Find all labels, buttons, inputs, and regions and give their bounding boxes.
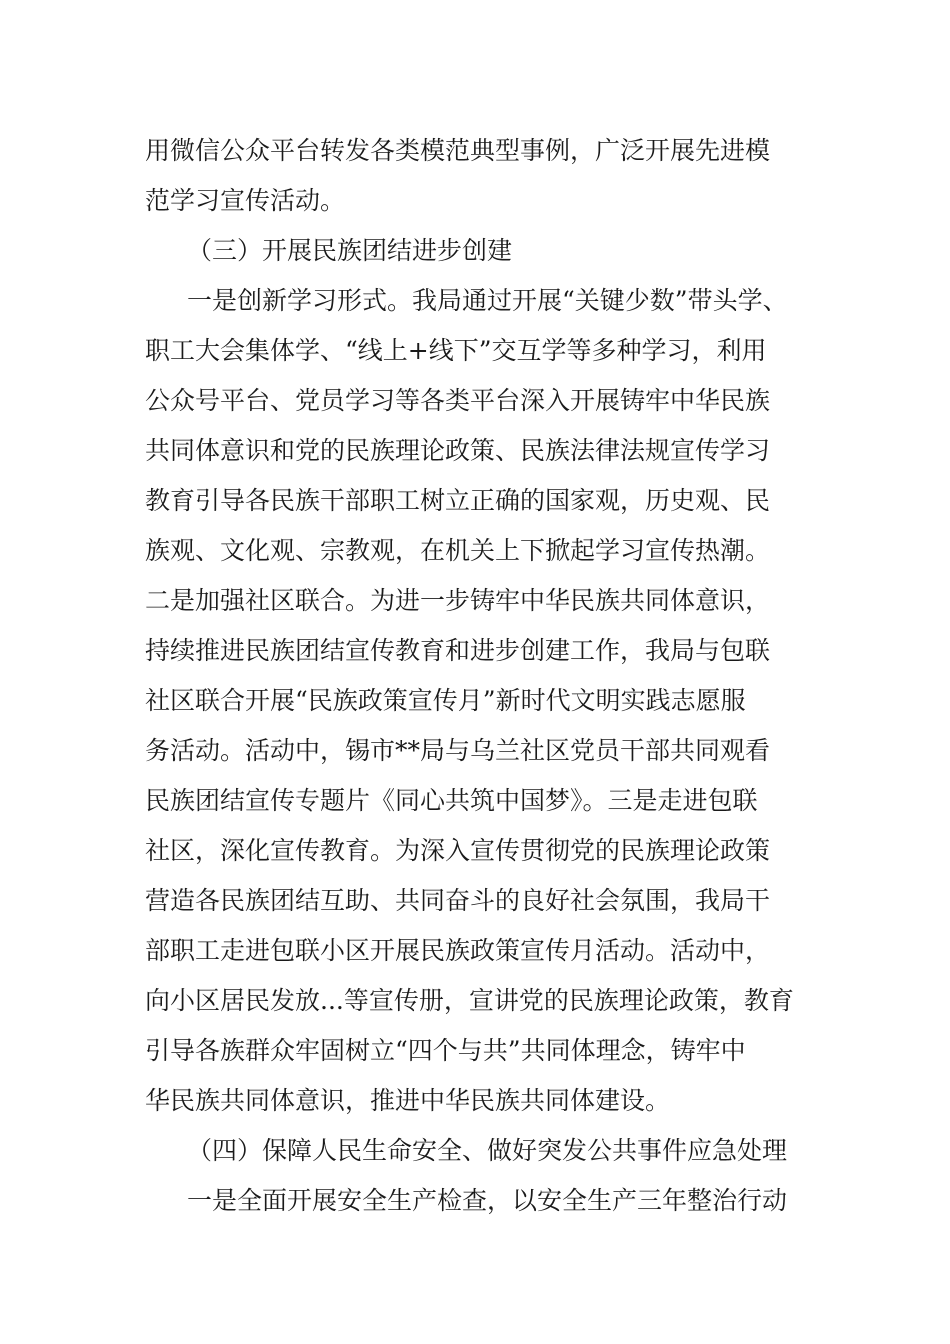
- body-text-line: 范学习宣传活动。: [145, 186, 346, 215]
- body-text-line: 引导各族群众牢固树立“四个与共”共同体理念，铸牢中: [145, 1036, 746, 1065]
- body-text-line: 族观、文化观、宗教观，在机关上下掀起学习宣传热潮。: [145, 536, 771, 565]
- body-text-line: 教育引导各民族干部职工树立正确的国家观，历史观、民: [145, 486, 771, 515]
- body-text-line: 华民族共同体意识，推进中华民族共同体建设。: [145, 1086, 671, 1115]
- body-text-line: 务活动。活动中，锡市**局与乌兰社区党员干部共同观看: [145, 736, 771, 765]
- body-text-line: 社区联合开展“民族政策宣传月”新时代文明实践志愿服: [145, 686, 746, 715]
- body-text-line: 向小区居民发放...等宣传册，宣讲党的民族理论政策，教育: [145, 986, 794, 1015]
- body-text-line: 共同体意识和党的民族理论政策、民族法律法规宣传学习: [145, 436, 771, 465]
- body-text-line: 职工大会集体学、“线上+线下”交互学等多种学习，利用: [145, 336, 767, 365]
- body-text-line: 营造各民族团结互助、共同奋斗的良好社会氛围，我局干: [145, 886, 771, 915]
- body-text-line: 社区，深化宣传教育。为深入宣传贯彻党的民族理论政策: [145, 836, 771, 865]
- body-text-line: 民族团结宣传专题片《同心共筑中国梦》。三是走进包联: [145, 786, 758, 815]
- body-text-line: 一是创新学习形式。我局通过开展“关键少数”带头学、: [187, 286, 788, 315]
- body-text-line: 二是加强社区联合。为进一步铸牢中华民族共同体意识，: [145, 586, 771, 615]
- body-text-line: 用微信公众平台转发各类模范典型事例，广泛开展先进模: [145, 136, 771, 165]
- body-text-line: 一是全面开展安全生产检查，以安全生产三年整治行动: [187, 1186, 788, 1215]
- section-heading-4: （四）保障人民生命安全、做好突发公共事件应急处理: [187, 1136, 788, 1165]
- body-text-line: 公众号平台、党员学习等各类平台深入开展铸牢中华民族: [145, 386, 771, 415]
- body-text-line: 部职工走进包联小区开展民族政策宣传月活动。活动中，: [145, 936, 771, 965]
- section-heading-3: （三）开展民族团结进步创建: [187, 236, 513, 265]
- body-text-line: 持续推进民族团结宣传教育和进步创建工作，我局与包联: [145, 636, 771, 665]
